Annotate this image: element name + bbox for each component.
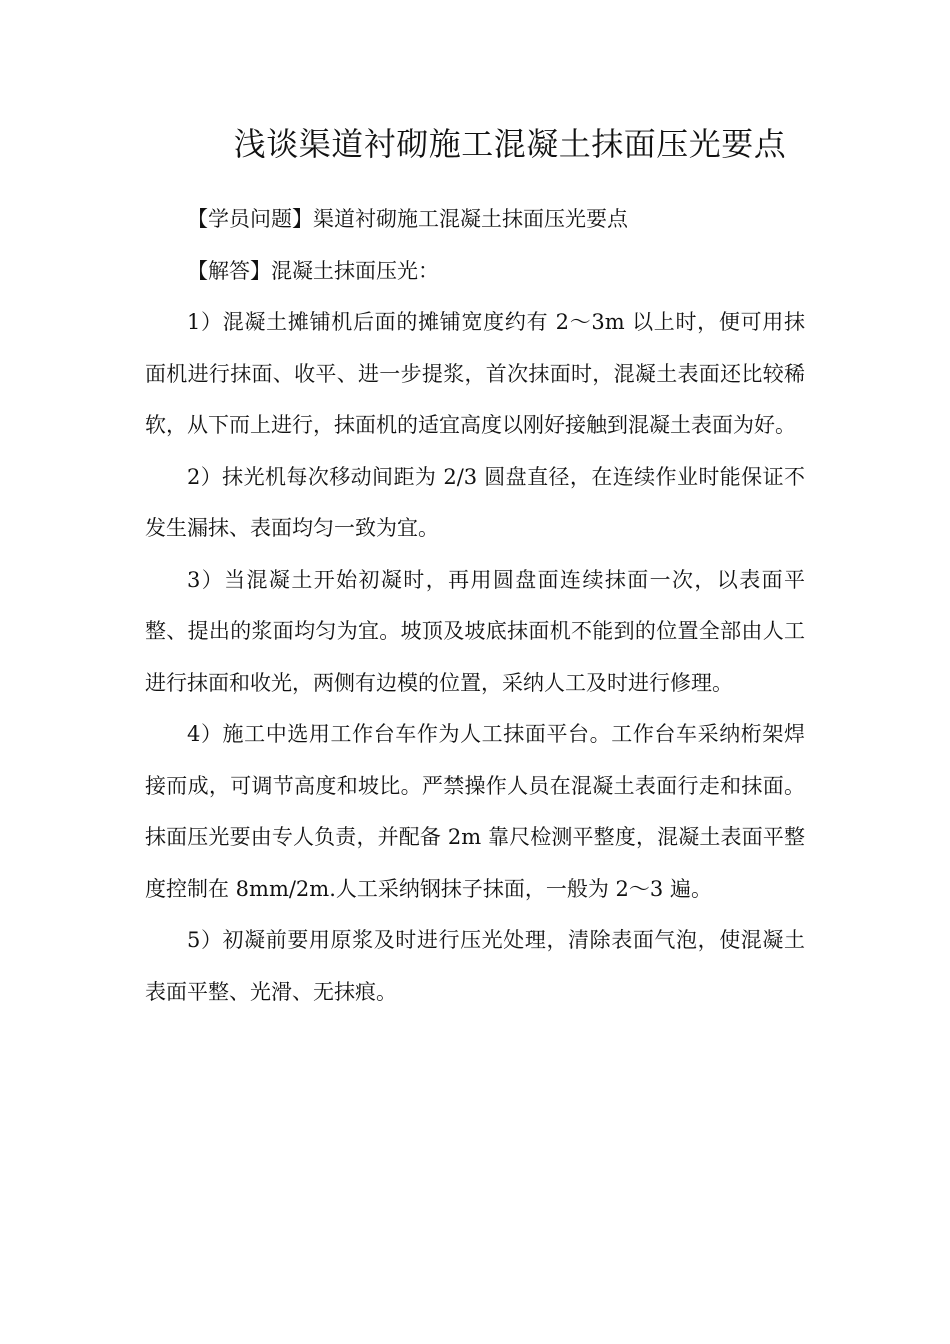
paragraph-step-3: 3）当混凝土开始初凝时，再用圆盘面连续抹面一次，以表面平整、提出的浆面均匀为宜。坡顶及坡底抹面机不能到的位置全部由人工进行抹面和收光，两侧有边模的位置，采纳人工及时进行修理。 <box>145 567 805 695</box>
paragraph-step-4: 4）施工中选用工作台车作为人工抹面平台。工作台车采纳桁架焊接而成，可调节高度和坡比。严禁操作人员在混凝土表面行走和抹面。抹面压光要由专人负责，并配备 2m 靠尺检测平整度，混凝土表面平整度控制在 8mm/2m.人工采纳钢抹子抹面，一般为 2～3 遍。 <box>145 722 805 901</box>
document-body <box>145 194 805 1018</box>
paragraph-answer-heading: 【解答】混凝土抹面压光： <box>187 258 439 283</box>
paragraph-question: 【学员问题】渠道衬砌施工混凝土抹面压光要点 <box>187 207 628 231</box>
document-title: 浅谈渠道衬砌施工混凝土抹面压光要点 <box>233 125 787 163</box>
paragraph-step-1: 1）混凝土摊铺机后面的摊铺宽度约有 2～3m 以上时，便可用抹面机进行抹面、收平、进一步提浆，首次抹面时，混凝土表面还比较稀软，从下而上进行，抹面机的适宜高度以刚好接触到混凝土表面为好。 <box>145 310 805 437</box>
paragraph-step-5: 5）初凝前要用原浆及时进行压光处理，清除表面气泡，使混凝土表面平整、光滑、无抹痕。 <box>145 928 805 1004</box>
paragraph-step-2: 2）抹光机每次移动间距为 2/3 圆盘直径，在连续作业时能保证不发生漏抹、表面均匀一致为宜。 <box>145 464 805 540</box>
